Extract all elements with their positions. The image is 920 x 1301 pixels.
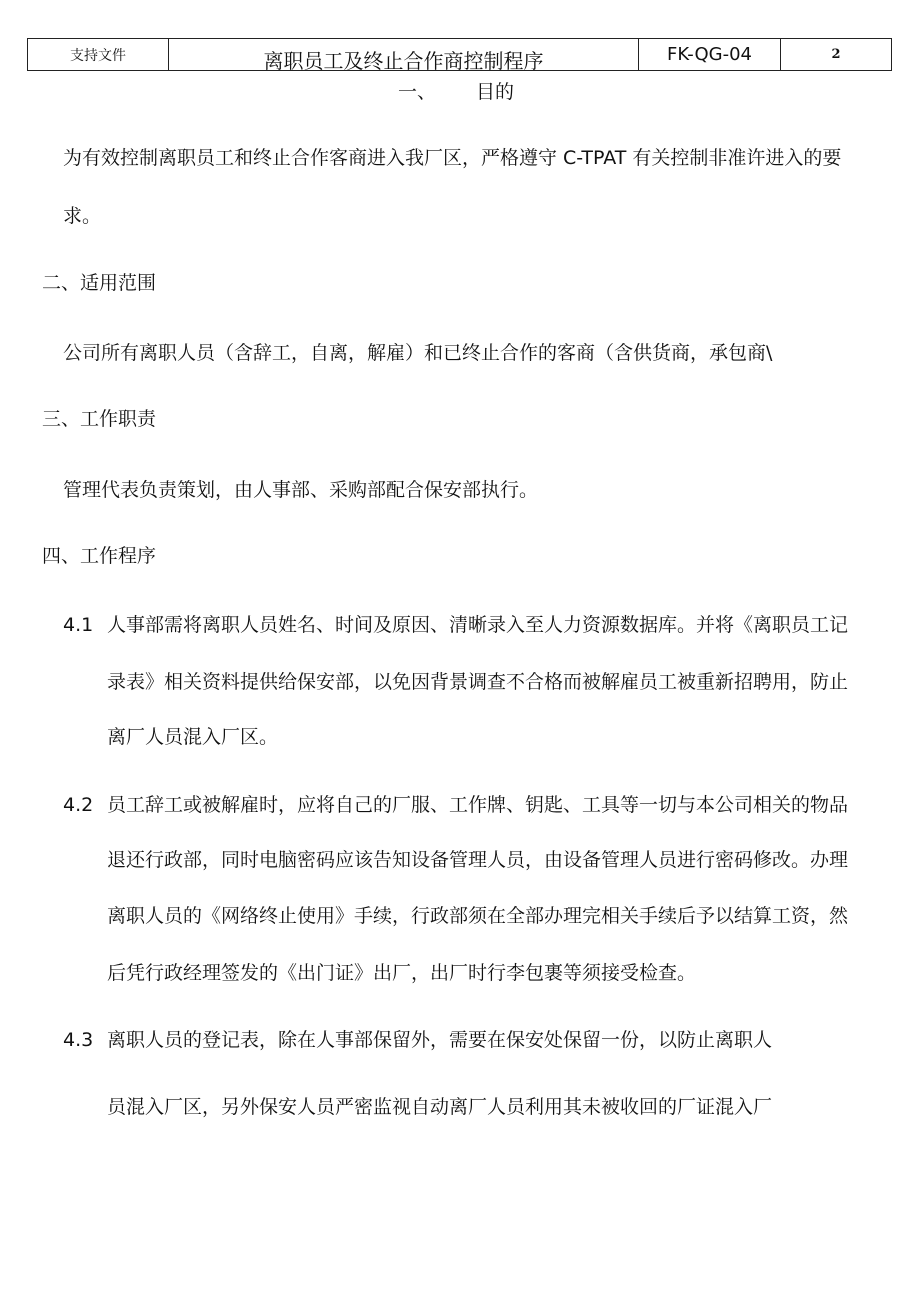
doc-type-cell: 支持文件 — [28, 39, 169, 70]
procedure-item-line: 后凭行政经理签发的《出门证》出厂，出厂时行李包裹等须接受检查。 — [107, 962, 697, 984]
purpose-body-line: 求。 — [63, 205, 102, 227]
procedure-item-number: 4.1 — [63, 614, 94, 636]
procedure-item-number: 4.3 — [63, 1029, 94, 1051]
purpose-heading-number: 一、 — [398, 81, 437, 103]
procedure-item-line: 员工辞工或被解雇时，应将自己的厂服、工作牌、钥匙、工具等一切与本公司相关的物品 — [107, 794, 849, 816]
procedure-item-line: 离职人员的《网络终止使用》手续，行政部须在全部办理完相关手续后予以结算工资，然 — [107, 905, 849, 927]
procedure-item-line: 离职人员的登记表，除在人事部保留外，需要在保安处保留一份，以防止离职人 — [107, 1029, 773, 1051]
doc-title-cell: 离职员工及终止合作商控制程序 — [169, 39, 639, 70]
procedure-item-line: 退还行政部，同时电脑密码应该告知设备管理人员，由设备管理人员进行密码修改。办理 — [107, 849, 849, 871]
header-table — [27, 38, 892, 71]
page-number-cell: 2 — [831, 47, 841, 62]
procedure-item-line: 录表》相关资料提供给保安部，以免因背景调查不合格而被解雇员工被重新招聘用，防止 — [107, 671, 849, 693]
scope-body: 公司所有离职人员（含辞工，自离，解雇）和已终止合作的客商（含供货商，承包商\ — [63, 342, 773, 364]
procedure-heading: 四、工作程序 — [42, 545, 157, 567]
procedure-item-number: 4.2 — [63, 794, 94, 816]
procedure-item-line: 离厂人员混入厂区。 — [107, 726, 279, 748]
purpose-heading-text: 目的 — [476, 81, 515, 103]
duties-heading: 三、工作职责 — [42, 408, 157, 430]
procedure-item-line: 人事部需将离职人员姓名、时间及原因、清晰录入至人力资源数据库。并将《离职员工记 — [107, 614, 849, 636]
scope-heading: 二、适用范围 — [42, 272, 157, 294]
procedure-item-line: 员混入厂区，另外保安人员严密监视自动离厂人员利用其未被收回的厂证混入厂 — [107, 1096, 773, 1118]
doc-code-cell: FK-QG-04 — [639, 39, 781, 70]
purpose-body-line: 为有效控制离职员工和终止合作客商进入我厂区，严格遵守 C-TPAT 有关控制非准许进入的要 — [63, 147, 842, 169]
duties-body: 管理代表负责策划，由人事部、采购部配合保安部执行。 — [63, 479, 539, 501]
